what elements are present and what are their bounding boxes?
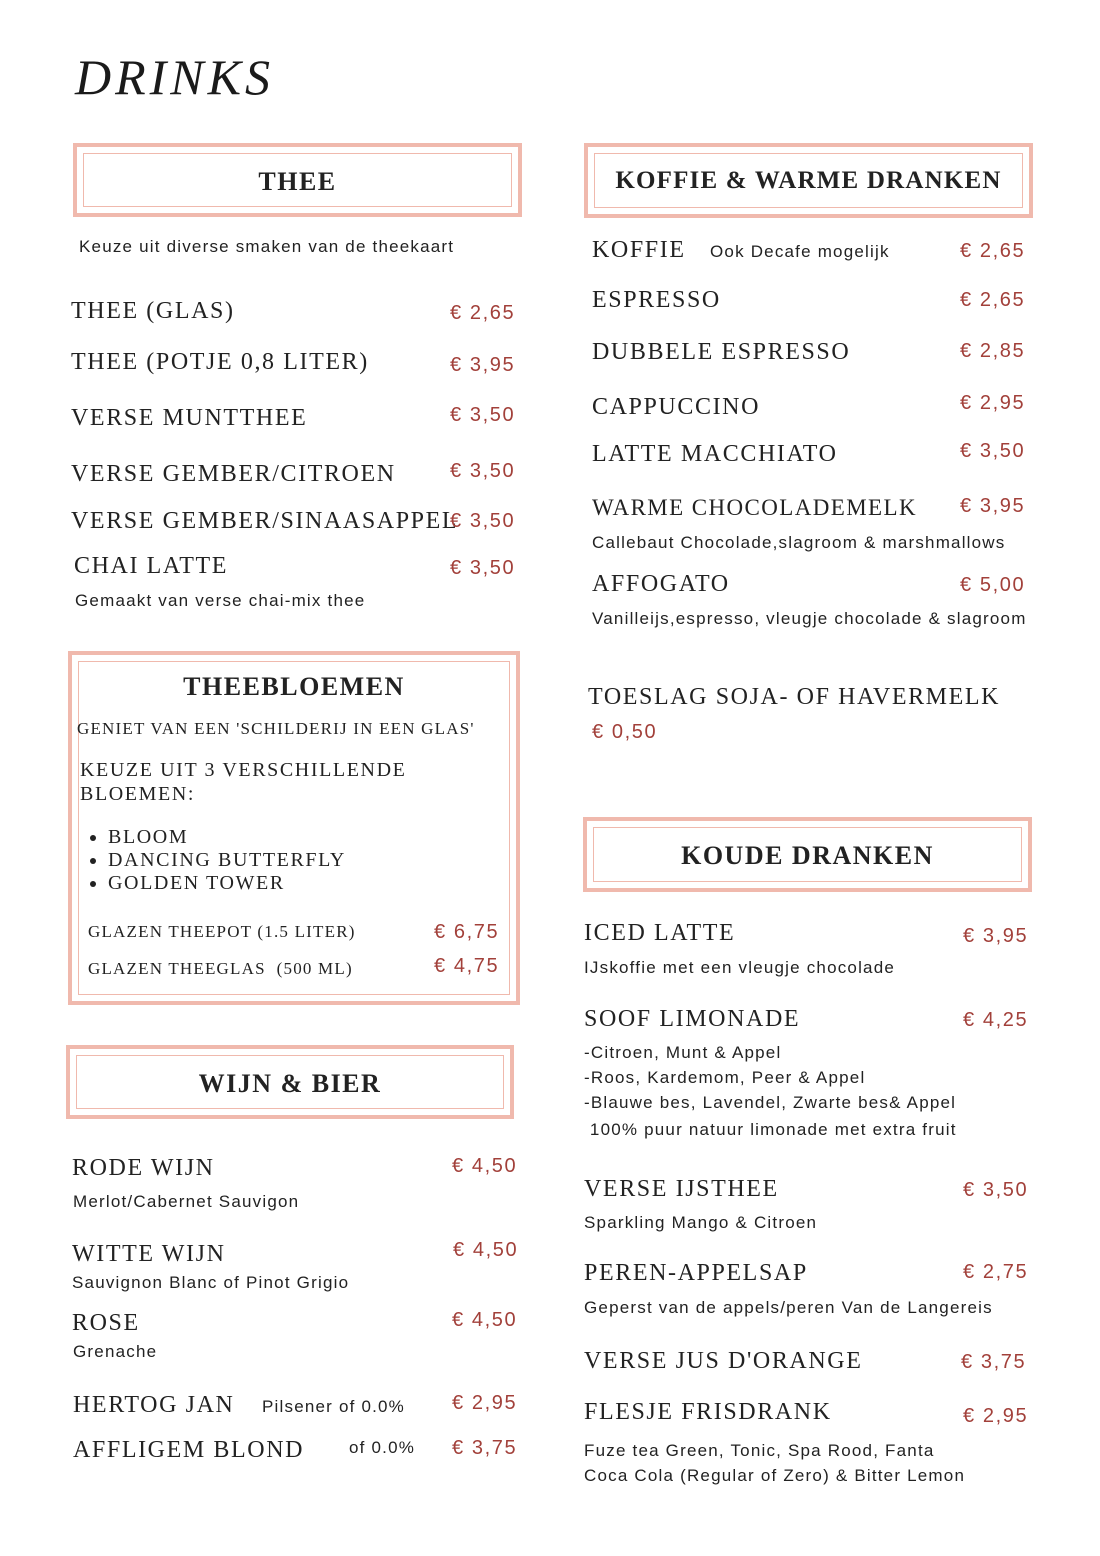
toeslag-name: TOESLAG SOJA- OF HAVERMELK (588, 684, 1001, 710)
theebloemen-header: THEEBLOEMEN (183, 672, 405, 701)
menu-item-name: VERSE GEMBER/SINAASAPPEL (71, 508, 459, 534)
menu-item-price: € 2,95 (452, 1392, 518, 1414)
menu-item-name: AFFOGATO (592, 571, 730, 597)
menu-item-price: € 3,75 (961, 1351, 1027, 1373)
menu-item-desc: -Blauwe bes, Lavendel, Zwarte bes& Appel (584, 1093, 957, 1112)
menu-item-desc: 100% puur natuur limonade met extra fruit (584, 1120, 957, 1139)
menu-item-name: VERSE JUS D'ORANGE (584, 1348, 863, 1374)
list-item: • BLOOM (108, 826, 346, 849)
wijn-bier-header-box (66, 1045, 514, 1119)
menu-item-name: ROSE (72, 1310, 140, 1336)
menu-item-name: ICED LATTE (584, 920, 736, 946)
page-title: DRINKS (75, 49, 274, 105)
menu-item-name: GLAZEN THEEGLAS (500 ML) (88, 959, 353, 978)
menu-item-name: ESPRESSO (592, 287, 721, 313)
menu-item-price: € 2,85 (960, 340, 1026, 362)
menu-item-desc: Grenache (73, 1342, 158, 1361)
menu-item-name: THEE (GLAS) (71, 298, 235, 324)
menu-item-name: AFFLIGEM BLOND (73, 1437, 305, 1463)
menu-item-price: € 2,75 (963, 1261, 1029, 1283)
menu-item-price: € 4,75 (434, 955, 500, 977)
menu-item-desc: -Citroen, Munt & Appel (584, 1043, 782, 1062)
menu-item-name: WITTE WIJN (72, 1241, 226, 1267)
koude-header: KOUDE DRANKEN (681, 841, 934, 870)
menu-item-name: VERSE MUNTTHEE (71, 405, 308, 431)
menu-item-name: GLAZEN THEEPOT (1.5 LITER) (88, 922, 356, 941)
menu-item-price: € 5,00 (960, 574, 1026, 596)
menu-item-price: € 3,95 (960, 495, 1026, 517)
toeslag-price: € 0,50 (592, 721, 658, 743)
menu-item-price: € 4,25 (963, 1009, 1029, 1031)
menu-item-price: € 2,65 (960, 289, 1026, 311)
menu-item-name: WARME CHOCOLADEMELK (592, 495, 917, 520)
menu-item-price: € 3,50 (960, 440, 1026, 462)
list-item: • GOLDEN TOWER (108, 872, 346, 895)
koude-header-box (583, 817, 1032, 892)
menu-item-price: € 2,95 (960, 392, 1026, 414)
thee-intro: Keuze uit diverse smaken van de theekaart (79, 237, 455, 256)
menu-item-name: RODE WIJN (72, 1155, 215, 1181)
menu-item-name: FLESJE FRISDRANK (584, 1399, 832, 1425)
menu-item-price: € 3,50 (450, 557, 516, 579)
menu-item-note: of 0.0% (349, 1438, 416, 1457)
theebloemen-tagline: GENIET VAN EEN 'SCHILDERIJ IN EEN GLAS' (77, 719, 475, 738)
menu-item-name: DUBBELE ESPRESSO (592, 339, 851, 365)
list-item: • DANCING BUTTERFLY (108, 849, 346, 872)
menu-item-desc: Fuze tea Green, Tonic, Spa Rood, Fanta (584, 1441, 935, 1460)
menu-item-price: € 2,65 (960, 240, 1026, 262)
menu-item-price: € 3,50 (450, 404, 516, 426)
menu-item-desc: Geperst van de appels/peren Van de Langereis (584, 1298, 993, 1317)
menu-item-price: € 4,50 (453, 1239, 519, 1261)
menu-item-price: € 3,50 (450, 460, 516, 482)
menu-item-desc: Coca Cola (Regular of Zero) & Bitter Lemon (584, 1466, 966, 1485)
menu-item-name: THEE (POTJE 0,8 LITER) (71, 349, 369, 375)
menu-item-desc: Merlot/Cabernet Sauvigon (73, 1192, 300, 1211)
theebloemen-choice: KEUZE UIT 3 VERSCHILLENDE (80, 759, 407, 781)
thee-header-box (73, 143, 522, 217)
menu-item-price: € 3,95 (963, 925, 1029, 947)
menu-item-note: Pilsener of 0.0% (262, 1397, 405, 1416)
menu-item-note: Ook Decafe mogelijk (710, 242, 890, 261)
koffie-header-box (584, 143, 1033, 218)
menu-item-price: € 3,95 (450, 354, 516, 376)
menu-item-name: VERSE IJSTHEE (584, 1176, 779, 1202)
menu-item-price: € 3,50 (963, 1179, 1029, 1201)
menu-item-name: PEREN-APPELSAP (584, 1260, 808, 1286)
menu-item-name: SOOF LIMONADE (584, 1006, 801, 1032)
menu-item-desc: Sparkling Mango & Citroen (584, 1213, 818, 1232)
menu-item-price: € 4,50 (452, 1155, 518, 1177)
wijn-bier-header: WIJN & BIER (198, 1069, 382, 1098)
menu-item-name: CHAI LATTE (74, 553, 228, 579)
theebloemen-choice: BLOEMEN: (80, 783, 196, 805)
menu-item-price: € 3,50 (450, 510, 516, 532)
koffie-header: KOFFIE & WARME DRANKEN (615, 167, 1002, 194)
menu-item-price: € 4,50 (452, 1309, 518, 1331)
menu-item-name: VERSE GEMBER/CITROEN (71, 461, 396, 487)
menu-item-name: CAPPUCCINO (592, 394, 761, 420)
flower-list (84, 826, 346, 895)
menu-item-name: KOFFIE (592, 237, 686, 263)
menu-item-desc: IJskoffie met een vleugje chocolade (584, 958, 896, 977)
menu-item-price: € 2,95 (963, 1405, 1029, 1427)
menu-item-desc: Vanilleijs,espresso, vleugje chocolade & slagroom (592, 609, 1027, 628)
menu-item-price: € 2,65 (450, 302, 516, 324)
menu-item-desc: -Roos, Kardemom, Peer & Appel (584, 1068, 866, 1087)
menu-item-name: LATTE MACCHIATO (592, 441, 838, 467)
menu-item-desc: Sauvignon Blanc of Pinot Grigio (72, 1273, 350, 1292)
menu-item-price: € 3,75 (452, 1437, 518, 1459)
menu-item-name: HERTOG JAN (73, 1392, 235, 1418)
menu-item-desc: Callebaut Chocolade,slagroom & marshmallows (592, 533, 1006, 552)
menu-item-price: € 6,75 (434, 921, 500, 943)
menu-item-desc: Gemaakt van verse chai-mix thee (75, 591, 366, 610)
thee-header: THEE (258, 167, 337, 196)
